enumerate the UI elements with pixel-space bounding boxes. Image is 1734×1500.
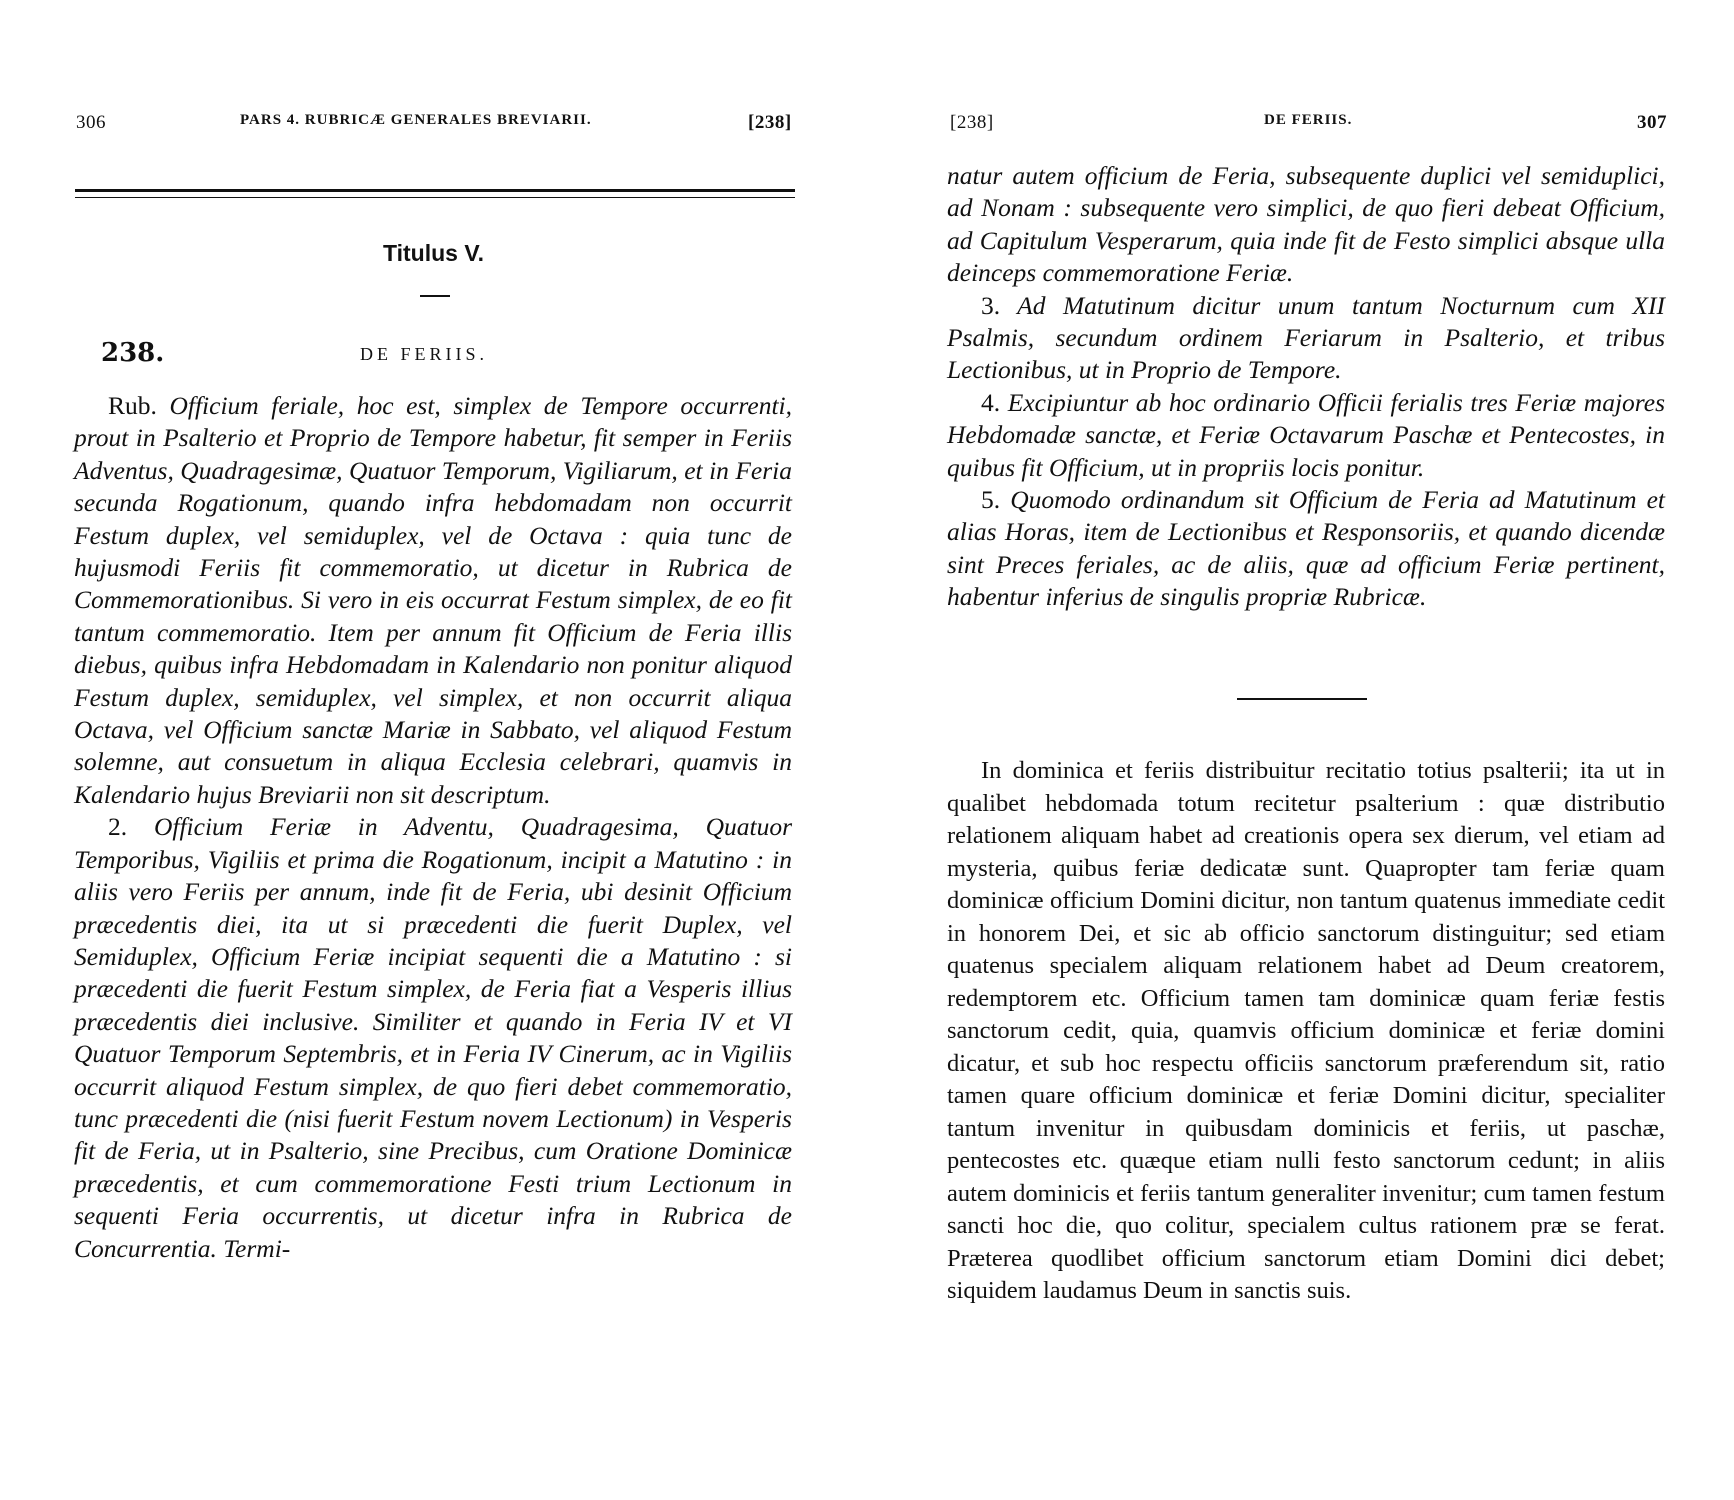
continuation-paragraph: natur autem officium de Feria, subsequente duplici vel semiduplici, ad Nonam : subsequente vero simplici, de quo fieri debeat Officium, ad Capitulum Vesperarum, quia inde fit de Festo simplici absque ulla deinceps commemoratione Feriæ. [947,161,1665,288]
rubric-text [74,390,792,1265]
commentary-text [947,755,1665,1308]
page-number: 307 [1637,112,1667,133]
paragraph-label: 2. [108,812,128,842]
page-number: 306 [76,112,106,133]
paragraph-1 [74,390,792,811]
section-divider [1237,698,1367,700]
titulus-heading: Titulus V. [383,240,484,266]
paragraph-text: Officium feriale, hoc est, simplex de Tempore occurrenti, prout in Psalterio et Proprio de Tempore habetur, fit semper in Feriis Adventus, Quadragesimæ, Quatuor Temporum, Vigiliarum, et in Feria secunda Rogationum, quando infra hebdomadam non occurrit Festum duplex, vel semiduplex, vel de Octava : quia tunc de hujusmodi Feriis fit commemoratio, ut dicetur in Rubrica de Commemorationibus. Si vero in eis occurrat Festum simplex, de eo fit tantum commemoratio. Item per annum fit Officium de Feria illis diebus, quibus infra Hebdomadam in Kalendario non ponitur aliquod Festum duplex, semiduplex, vel simplex, et non occurrit aliqua Octava, vel Officium sanctæ Mariæ in Sabbato, vel aliquod Festum solemne, aut consuetum in aliqua Ecclesia celebrari, quamvis in Kalendario hujus Breviarii non sit descriptum. [74,391,793,809]
header-rule [75,189,795,192]
paragraph-4 [947,387,1665,484]
right-page [867,0,1734,1500]
section-ref: [238] [748,112,792,133]
header-rule-thin [75,197,795,198]
section-heading: DE FERIIS. [360,344,489,364]
running-head: PARS 4. RUBRICÆ GENERALES BREVIARII. [240,112,592,128]
paragraph-3 [947,290,1665,387]
paragraph-text: Officium Feriæ in Adventu, Quadragesima, Quatuor Temporibus, Vigiliis et prima die Rogationum, incipit a Matutino : in aliis vero Feriis per annum, inde fit de Feria, ubi desinit Officium præcedentis diei, ita ut si præcedenti die fuerit Duplex, vel Semiduplex, Officium Feriæ incipiat sequenti die a Matutino : si præcedenti die fuerit Festum simplex, de Feria fiat a Vesperis illius præcedentis diei inclusive. Similiter et quando in Feria IV et VI Quatuor Temporum Septembris, et in Feria IV Cinerum, ac in Vigiliis occurrit aliquod Festum simplex, de quo fieri debet commemoratio, tunc præcedenti die (nisi fuerit Festum novem Lectionum) in Vesperis fit de Feria, ut in Psalterio, sine Precibus, cum Oratione Dominicæ præcedentis, et cum commemoratione Festi trium Lectionum in sequenti Feria occurrentis, ut dicetur infra in Rubrica de Concurrentia. Termi- [74,812,792,1263]
section-ref: [238] [950,112,994,133]
paragraph-label: Rub. [108,391,157,420]
section-number: 238. [101,338,165,368]
paragraph-text: Excipiuntur ab hoc ordinario Officii ferialis tres Feriæ majores Hebdomadæ sanctæ, et Feriæ Octavarum Paschæ et Pentecostes, in quibus fit Officium, ut in propriis locis ponitur. [947,387,1666,482]
paragraph-label: 5. [981,485,1001,515]
title-dash [420,295,450,297]
rubric-text [947,160,1665,614]
paragraph-5 [947,484,1665,614]
paragraph-text: Quomodo ordinandum sit Officium de Feria ad Matutinum et alias Horas, item de Lectionibus et Responsoriis, et quando dicendæ sint Preces feriales, ac de aliis, quæ ad officium Feriæ pertinent, habentur inferius de singulis propriæ Rubricæ. [947,485,1665,612]
paragraph-label: 4. [981,387,1001,417]
paragraph-label: 3. [981,290,1001,320]
paragraph-text: Ad Matutinum dicitur unum tantum Nocturnum cum XII Psalmis, secundum ordinem Feriarum in Psalterio, et tribus Lectionibus, ut in Proprio de Tempore. [947,290,1665,385]
commentary-paragraph: In dominica et feriis distribuitur recitatio totius psalterii; ita ut in qualibet hebdomada totum recitetur psalterium : quæ distributio relationem aliquam habet ad creationis opera sex dierum, vel etiam ad mysteria, quibus feriæ dedicatæ sunt. Quapropter tam feriæ quam dominicæ officium Domini dicitur, non tantum quatenus immediate cedit in honorem Dei, et sic ab officio sanctorum distinguitur; sed etiam quatenus specialem aliquam relationem habet ad Deum creatorem, redemptorem etc. Officium tamen tam dominicæ quam feriæ festis sanctorum cedit, quia, quamvis officium dominicæ et feriæ domini dicatur, et sub hoc respectu officiis sanctorum præferendum sit, ratio tamen quare officium dominicæ et feriæ Domini dicitur, specialiter tantum invenitur in quibusdam dominicis et feriis, ut paschæ, pentecostes etc. quæque etiam nulli festo sanctorum cedunt; in aliis autem dominicis et feriis tantum generaliter invenitur; cum tamen festum sancti hoc die, quo colitur, specialem cultus rationem præ se ferat. Præterea quodlibet officium sanctorum etiam Domini dici debet; siquidem laudamus Deum in sanctis suis. [947,757,1665,1304]
paragraph-2 [74,811,792,1265]
running-head: DE FERIIS. [1264,112,1353,128]
